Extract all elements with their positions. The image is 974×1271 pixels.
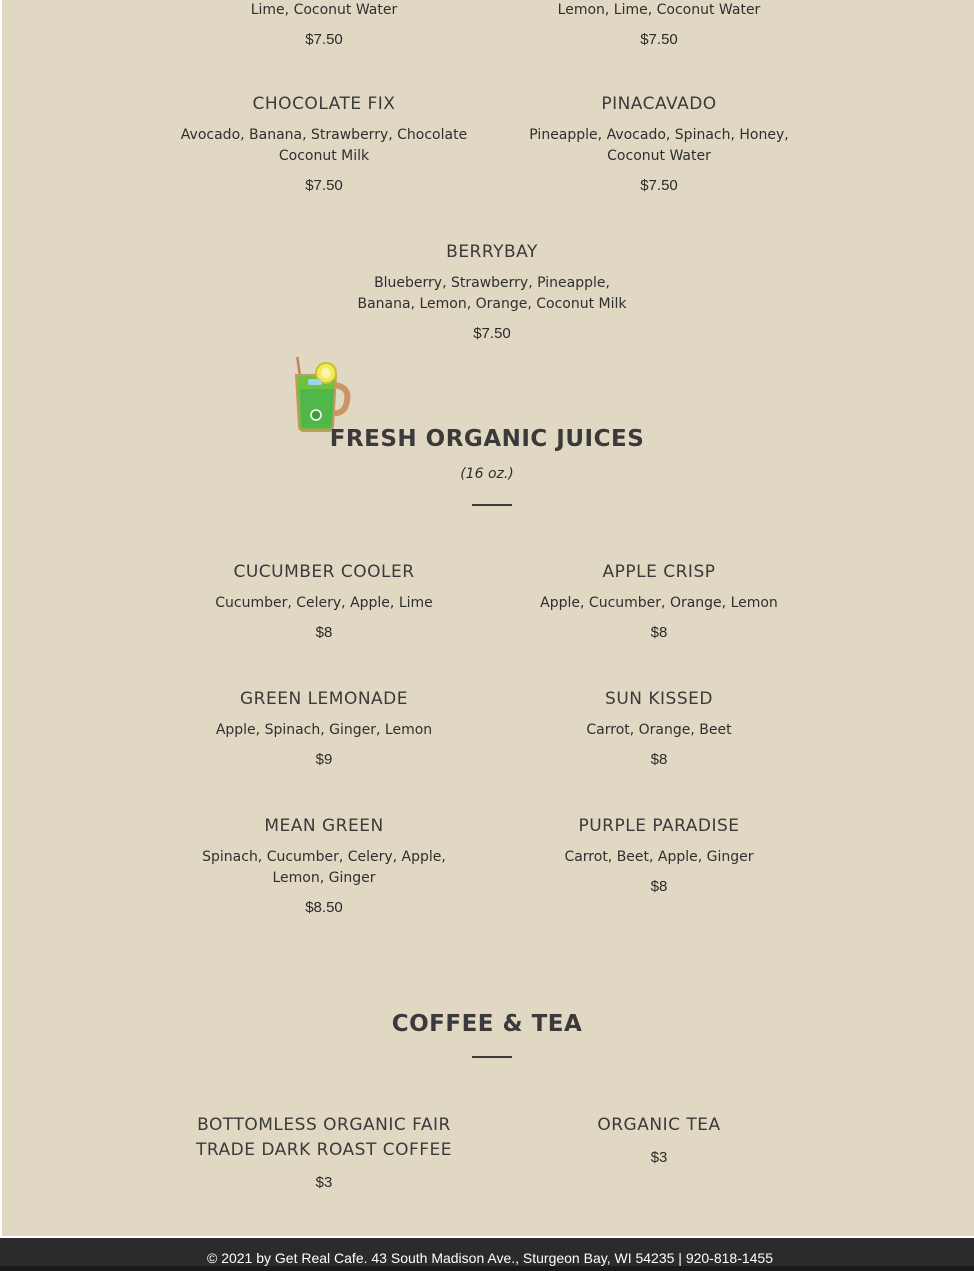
- item-ingredients: Cucumber, Celery, Apple, Lime: [215, 595, 433, 611]
- item-price: $9: [315, 751, 333, 768]
- item-name: BOTTOMLESS ORGANIC FAIR TRADE DARK ROAST COFFEE: [195, 1115, 453, 1160]
- item-name: PINACAVADO: [601, 94, 717, 114]
- item-name: MEAN GREEN: [264, 816, 384, 836]
- item-price: $8: [650, 878, 668, 895]
- item-price: $3: [650, 1149, 668, 1166]
- menu-item-smoothie-partial-left: [174, 0, 474, 50]
- item-name: APPLE CRISP: [602, 562, 716, 582]
- item-price: $7.50: [473, 325, 511, 342]
- section-title-juices: FRESH ORGANIC JUICES: [329, 426, 645, 452]
- item-price: $8.50: [305, 899, 343, 916]
- menu-item-organic-tea: [509, 1113, 809, 1168]
- item-ingredients: Apple, Spinach, Ginger, Lemon: [215, 722, 433, 738]
- menu-item-apple-crisp: [509, 560, 809, 643]
- item-price: $7.50: [305, 177, 343, 194]
- item-price: $3: [315, 1174, 333, 1191]
- item-price: $8: [650, 751, 668, 768]
- item-name: GREEN LEMONADE: [239, 689, 409, 709]
- item-name: BERRYBAY: [446, 242, 538, 262]
- item-name: CUCUMBER COOLER: [233, 562, 415, 582]
- menu-item-sun-kissed: [509, 687, 809, 770]
- section-divider: [472, 504, 512, 506]
- item-name: CHOCOLATE FIX: [252, 94, 396, 114]
- item-price: $7.50: [305, 31, 343, 48]
- item-ingredients: Blueberry, Strawberry, Pineapple, Banana, Lemon, Orange, Coconut Milk: [357, 275, 627, 312]
- footer-copyright: © 2021 by Get Real Cafe. 43 South Madison Ave., Sturgeon Bay, WI 54235 | 920-818-1455: [206, 1250, 773, 1266]
- item-ingredients: Carrot, Beet, Apple, Ginger: [564, 849, 754, 865]
- item-name: PURPLE PARADISE: [578, 816, 740, 836]
- menu-item-smoothie-partial-right: [509, 0, 809, 50]
- menu-item-chocolate-fix: [174, 92, 474, 196]
- item-price: $7.50: [640, 177, 678, 194]
- item-name: ORGANIC TEA: [597, 1115, 721, 1135]
- item-ingredients: Spinach, Cucumber, Celery, Apple, Lemon, Ginger: [202, 849, 446, 886]
- menu-item-mean-green: [194, 814, 454, 918]
- menu-item-purple-paradise: [509, 814, 809, 897]
- item-ingredients: Carrot, Orange, Beet: [586, 722, 732, 738]
- item-ingredients: Lime, Coconut Water: [250, 2, 398, 18]
- section-subtitle-juices: (16 oz.): [460, 466, 514, 482]
- menu-panel: [2, 0, 974, 1236]
- item-ingredients: Avocado, Banana, Strawberry, Chocolate Coconut Milk: [180, 127, 468, 164]
- menu-item-green-lemonade: [174, 687, 474, 770]
- footer-strip: [0, 1266, 974, 1271]
- section-title-coffee-tea: COFFEE & TEA: [391, 1011, 583, 1037]
- item-price: $8: [315, 624, 333, 641]
- item-name: SUN KISSED: [605, 689, 713, 709]
- section-divider: [472, 1056, 512, 1058]
- item-ingredients: Lemon, Lime, Coconut Water: [557, 2, 761, 18]
- menu-item-cucumber-cooler: [174, 560, 474, 643]
- item-price: $7.50: [640, 31, 678, 48]
- item-ingredients: Pineapple, Avocado, Spinach, Honey, Coconut Water: [529, 127, 789, 164]
- item-ingredients: Apple, Cucumber, Orange, Lemon: [540, 595, 778, 611]
- menu-item-berrybay: [357, 240, 627, 344]
- menu-item-pinacavado: [529, 92, 789, 196]
- item-price: $8: [650, 624, 668, 641]
- menu-item-coffee: [194, 1113, 454, 1193]
- green-juice-glass-icon: [290, 355, 352, 435]
